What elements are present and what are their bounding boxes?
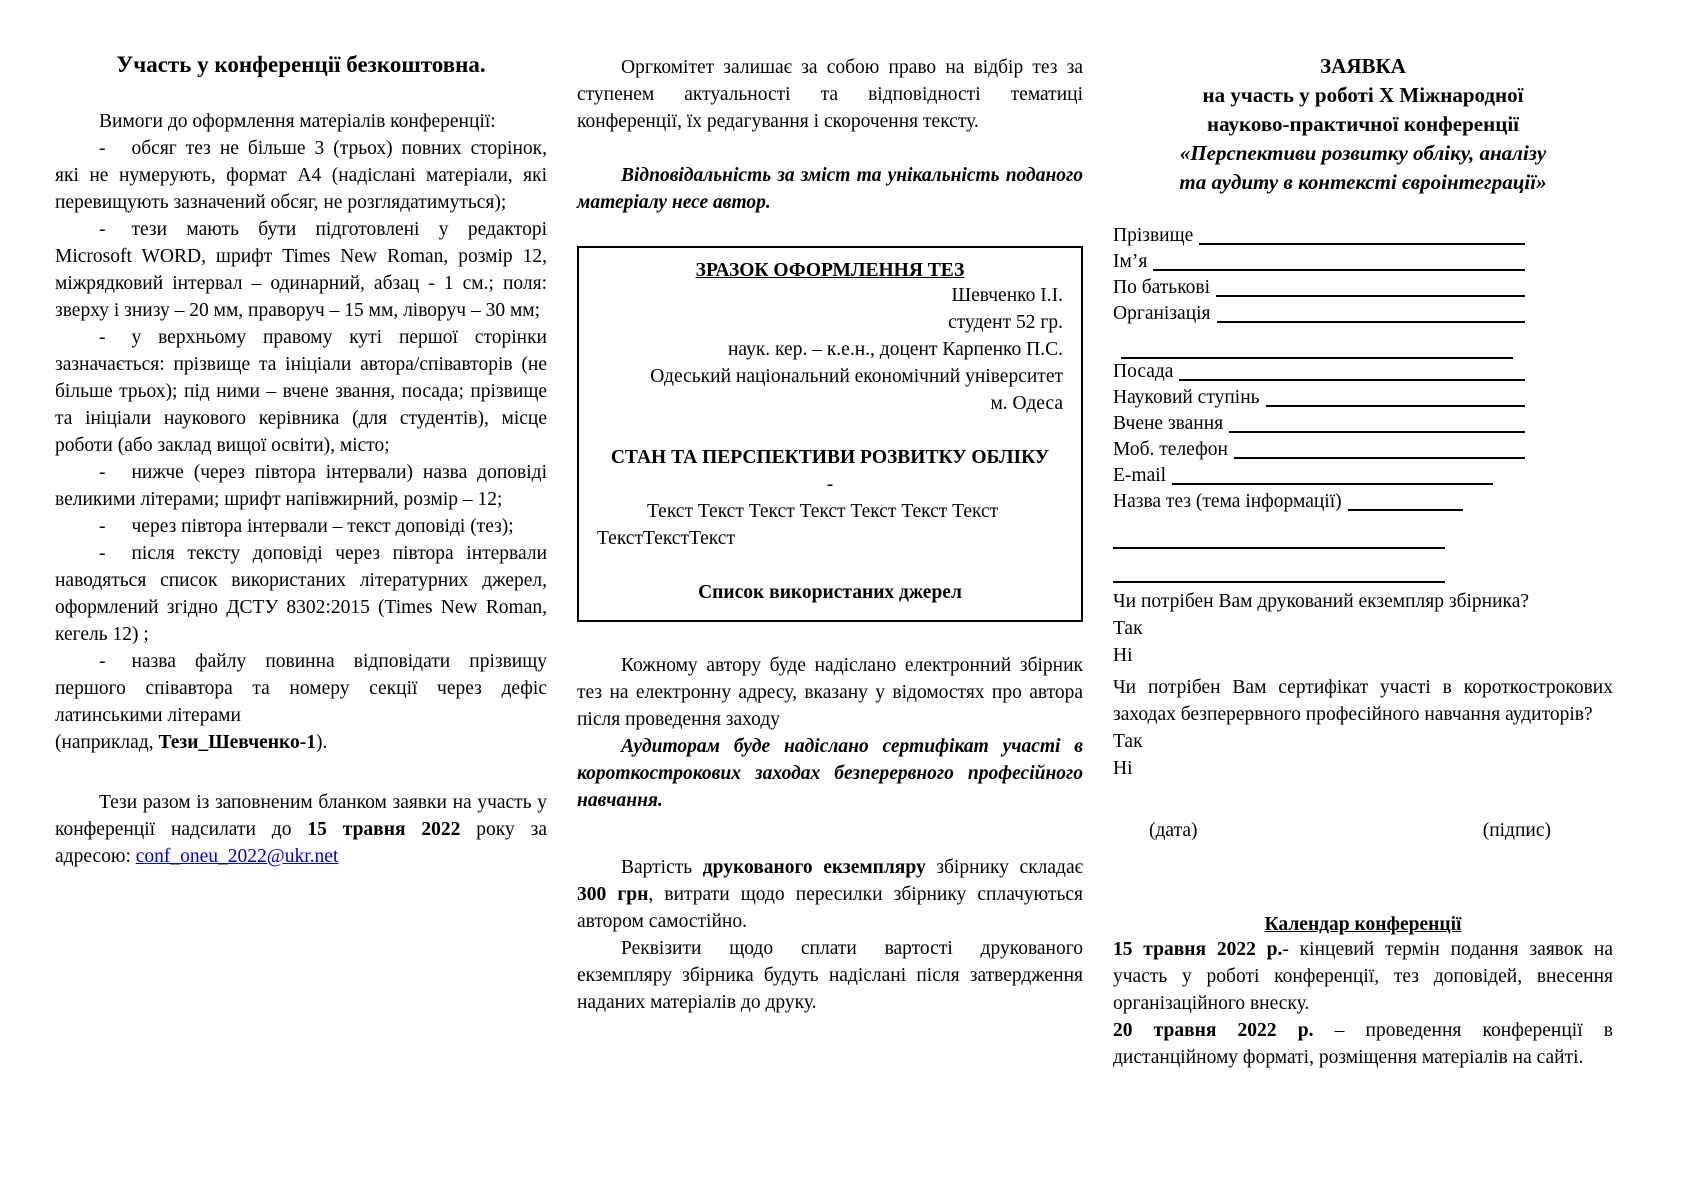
- field-line: [1234, 437, 1525, 459]
- requirement-text: тези мають бути підготовлені у редакторі Microsoft WORD, шрифт Times New Roman, розмір 12, міжрядковий інтервал – одинарний, абзац - 1 см.; поля: зверху і знизу – 20 мм, праворуч – 15 мм, ліворуч – 30 мм;: [55, 219, 547, 321]
- form-field-organization: Організація: [1113, 301, 1613, 327]
- conference-title-line: та аудиту в контексті євроінтеграції»: [1179, 170, 1547, 194]
- form-field-position: Посада: [1113, 359, 1613, 385]
- requirement-text: після тексту доповіді через півтора інтервали наводяться список використаних літературних джерел, оформлений згідно ДСТУ 8302:2015 (Times New Roman, кегель 12) ;: [55, 543, 547, 645]
- calendar-item: 20 травня 2022 р. – проведення конференції в дистанційному форматі, розміщення матеріалів на сайті.: [1113, 1020, 1613, 1068]
- bullet-dash: -: [99, 543, 106, 564]
- requirement-text: через півтора інтервали – текст доповіді (тез);: [131, 516, 514, 537]
- date-label: (дата): [1149, 820, 1198, 841]
- thesis-topic-continuation-line: [1113, 523, 1445, 549]
- file-name-sample: Тези_Шевченко-1: [158, 732, 316, 753]
- organization-continuation-line: [1121, 333, 1513, 359]
- deadline-date: 15 травня 2022: [307, 819, 461, 840]
- sample-author-line: наук. кер. – к.е.н., доцент Карпенко П.С.: [727, 339, 1063, 360]
- sample-author-line: м. Одеса: [990, 393, 1063, 414]
- form-field-patronymic: По батькові: [1113, 275, 1613, 301]
- auditors-certificate-paragraph: Аудиторам буде надіслано сертифікат участі в короткострокових заходах безперервного професійного навчання.: [577, 736, 1083, 811]
- submission-deadline-paragraph: Тези разом із заповненим бланком заявки на участь у конференції надсилати до 15 травня 2022 року за адресою: conf_oneu_2022@ukr.net: [55, 792, 548, 867]
- calendar-heading: Календар конференції: [1264, 914, 1462, 935]
- requirement-text: назва файлу повинна відповідати прізвищу першого співавтора та номеру секції через дефіс латинськими літерами: [55, 651, 547, 726]
- application-heading: ЗАЯВКА: [1320, 54, 1406, 78]
- yes-option: Так: [1113, 731, 1143, 752]
- submission-email-link[interactable]: conf_oneu_2022@ukr.net: [135, 846, 339, 867]
- responsibility-paragraph: Відповідальність за зміст та унікальність поданого матеріалу несе автор.: [577, 165, 1083, 213]
- right-column: [1113, 46, 1613, 1071]
- field-line: [1217, 301, 1525, 323]
- field-line: [1172, 463, 1493, 485]
- requirement-text: нижче (через півтора інтервали) назва доповіді великими літерами; шрифт напівжирний, розмір – 12;: [55, 462, 547, 510]
- digital-proceedings-paragraph: Кожному автору буде надіслано електронний збірник тез на електронну адресу, вказану у відомостях про автора після проведення заходу: [577, 655, 1083, 730]
- payment-details-paragraph: Реквізити щодо сплати вартості друкованого екземпляру збірника будуть надіслані після затвердження наданих матеріалів до друку.: [577, 938, 1083, 1013]
- requirement-item: [55, 324, 547, 459]
- signature-label: (підпис): [1482, 820, 1551, 841]
- price-bold: 300 грн: [577, 884, 649, 905]
- conference-free-title: Участь у конференції безкоштовна.: [116, 52, 486, 77]
- file-name-example: (наприклад, Тези_Шевченко-1).: [55, 732, 328, 753]
- form-field-first-name: Ім’я: [1113, 249, 1613, 275]
- printed-copy-bold: друкованого екземпляру: [702, 857, 926, 878]
- printed-copy-question: Чи потрібен Вам друкований екземпляр збірника?: [1113, 591, 1530, 612]
- sample-thesis-title: СТАН ТА ПЕРСПЕКТИВИ РОЗВИТКУ ОБЛІКУ: [610, 447, 1050, 468]
- middle-column: [577, 46, 1083, 1016]
- sample-author-line: Одеський національний економічний університет: [650, 366, 1063, 387]
- thesis-topic-continuation-line: [1113, 557, 1445, 583]
- bullet-dash: -: [99, 462, 106, 483]
- form-field-mobile-phone: Моб. телефон: [1113, 437, 1613, 463]
- form-field-surname: Прізвище: [1113, 223, 1613, 249]
- sample-body-text: Текст Текст Текст Текст Текст Текст Текст: [647, 501, 999, 522]
- bullet-dash: -: [99, 327, 106, 348]
- conference-title-line: «Перспективи розвитку обліку, аналізу: [1179, 141, 1547, 165]
- requirement-text: у верхньому правому куті першої сторінки зазначається: прізвище та ініціали автора/співавторів (не більше трьох); під ними – вчене звання, посада; прізвище та ініціали наукового керівника (для студентів), місце роботи (або заклад вищої освіти), місто;: [55, 327, 547, 456]
- requirement-item: [55, 459, 547, 513]
- requirements-intro: Вимоги до оформлення матеріалів конференції:: [99, 111, 496, 132]
- form-field-email: E-mail: [1113, 463, 1613, 489]
- calendar-date-bold: 15 травня 2022 р.: [1113, 939, 1283, 960]
- requirement-item: [55, 216, 547, 324]
- field-line: [1216, 275, 1525, 297]
- bullet-dash: -: [99, 516, 106, 537]
- thesis-sample-box: [577, 246, 1083, 622]
- left-column: [55, 46, 547, 870]
- bullet-dash: -: [99, 219, 106, 240]
- form-field-degree: Науковий ступінь: [1113, 385, 1613, 411]
- sample-dash: -: [826, 474, 834, 495]
- field-line: [1266, 385, 1525, 407]
- field-line: [1348, 489, 1463, 511]
- no-option: Ні: [1113, 645, 1133, 666]
- calendar-date-bold: 20 травня 2022 р.: [1113, 1020, 1314, 1041]
- requirement-text: обсяг тез не більше 3 (трьох) повних сторінок, які не нумерують, формат А4 (надіслані матеріали, які перевищують зазначений обсяг, не розглядатимуться);: [55, 138, 547, 213]
- requirement-item: [55, 135, 547, 216]
- application-form: [1113, 223, 1613, 583]
- no-option: Ні: [1113, 758, 1133, 779]
- printed-copy-cost-paragraph: Вартість друкованого екземпляру збірнику складає 300 грн, витрати щодо пересилки збірнику сплачуються автором самостійно.: [577, 857, 1084, 932]
- sample-author-line: Шевченко І.І.: [951, 285, 1063, 306]
- sample-body-text: ТекстТекстТекст: [597, 528, 735, 549]
- requirement-item: [55, 513, 547, 540]
- sources-list-heading: Список використаних джерел: [698, 582, 962, 603]
- sample-author-line: студент 52 гр.: [948, 312, 1063, 333]
- application-subheading: на участь у роботі Х Міжнародної: [1202, 83, 1524, 107]
- requirement-item: [55, 648, 547, 729]
- field-line: [1153, 249, 1525, 271]
- certificate-question: Чи потрібен Вам сертифікат участі в короткострокових заходах безперервного професійного навчання аудиторів?: [1113, 677, 1613, 725]
- field-line: [1179, 359, 1525, 381]
- calendar-item: 15 травня 2022 р.- кінцевий термін подання заявок на участь у роботі конференції, тез доповідей, внесення організаційного внеску.: [1113, 939, 1613, 1014]
- bullet-dash: -: [99, 138, 106, 159]
- bullet-dash: -: [99, 651, 106, 672]
- yes-option: Так: [1113, 618, 1143, 639]
- field-line: [1229, 411, 1525, 433]
- requirement-item: [55, 540, 547, 648]
- form-field-academic-title: Вчене звання: [1113, 411, 1613, 437]
- form-field-thesis-topic: Назва тез (тема інформації): [1113, 489, 1613, 515]
- application-subheading: науково-практичної конференції: [1207, 112, 1519, 136]
- field-line: [1199, 223, 1525, 245]
- organizing-committee-paragraph: Оргкомітет залишає за собою право на відбір тез за ступенем актуальності та відповідності тематиці конференції, їх редагування і скорочення тексту.: [577, 57, 1083, 132]
- date-signature-row: [1113, 820, 1613, 842]
- sample-box-title: ЗРАЗОК ОФОРМЛЕННЯ ТЕЗ: [695, 260, 965, 281]
